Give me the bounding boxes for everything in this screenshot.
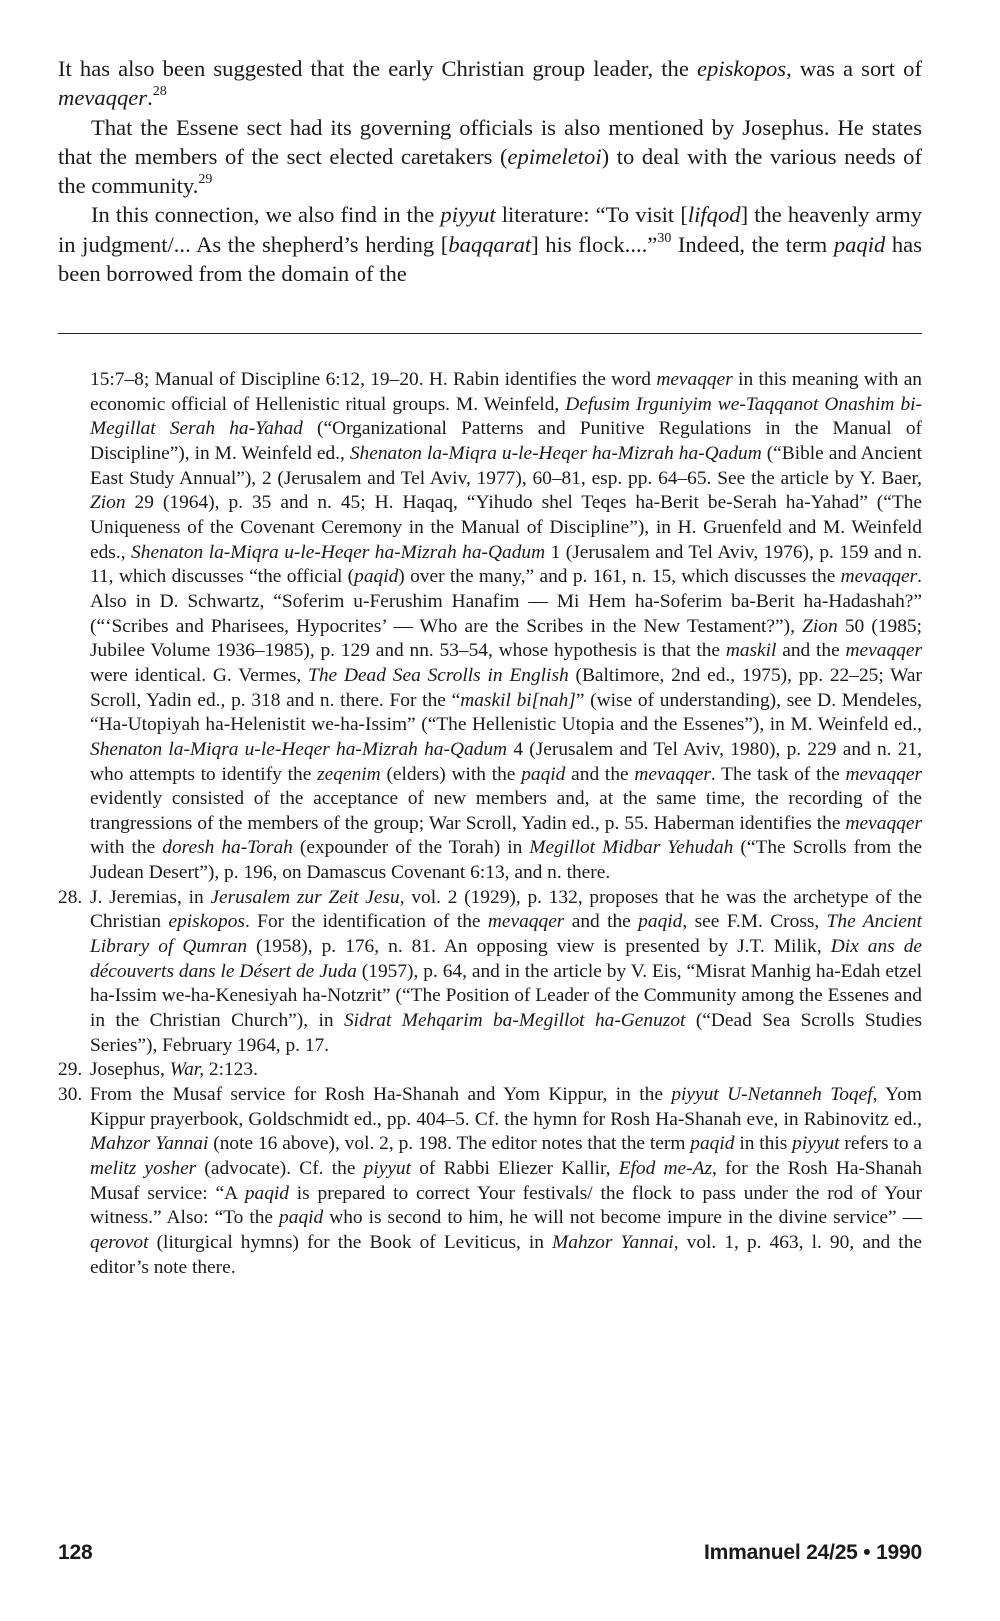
footnote-text <box>90 1084 922 1278</box>
footnote-ref-29[interactable]: 29 <box>198 172 213 188</box>
text-run: and the <box>564 911 639 933</box>
italic-term: piyyut <box>440 202 496 228</box>
italic-term: paqid <box>521 763 566 785</box>
paragraph-3 <box>58 200 922 288</box>
text-run: 29 (1964), p. 35 and n. 45; H. Haqaq, “Yihudo shel Teqes ha-Berit be-Serah ha-Yahad” (“The Uniqueness of the Covenant Ceremony in the Manual of Discipline”), in H. Gruenfeld and M. Weinfeld eds., <box>90 492 922 563</box>
italic-term: qerovot <box>90 1231 149 1253</box>
italic-term: maskil <box>725 640 777 662</box>
text-run: ] the heavenly army in judgment/... As the shepherd’s herding [ <box>58 202 922 257</box>
text-run: with the <box>90 837 163 859</box>
text-run: , see F.M. Cross, <box>682 911 827 933</box>
text-run: , was a sort of <box>786 56 922 81</box>
italic-term: Shenaton la-Miqra u-le-Heqer ha-Mizrah ha-Qadum <box>90 738 508 760</box>
text-run: who is second to him, he will not become impure in the divine service” — <box>323 1207 923 1229</box>
text-run: Josephus, <box>90 1059 170 1081</box>
italic-term: The Ancient Library of Qumran <box>90 911 922 958</box>
italic-term: doresh ha-Torah <box>162 837 293 859</box>
text-run: (expounder of the Torah) in <box>292 837 530 859</box>
footnote-text <box>90 1059 258 1080</box>
italic-term: paqid <box>638 911 683 933</box>
italic-term: epimeletoi <box>507 143 602 169</box>
italic-term: episkopos <box>696 56 787 81</box>
italic-term: paqid <box>690 1133 735 1155</box>
italic-term: mevaqqer <box>840 566 918 588</box>
text-run: ) to deal with the various needs of the community. <box>58 143 922 199</box>
italic-term: mevaqqer <box>634 763 711 785</box>
text-run: (“Bible and Ancient East Study Annual”), 2 (Jerusalem and Tel Aviv, 1977), 60–81, esp. pp. 64–65. See the article by Y. Baer, <box>90 442 922 489</box>
text-run: (“The Scrolls from the Judean Desert”), p. 196, on Damascus Covenant 6:13, and n. there. <box>90 837 922 884</box>
text-run: . <box>147 85 153 111</box>
text-run: 4 (Jerusalem and Tel Aviv, 1980), p. 229 and n. 21, who attempts to identify the <box>90 738 922 785</box>
text-run: (liturgical hymns) for the Book of Leviticus, in <box>148 1231 553 1253</box>
main-text <box>58 54 922 288</box>
text-run: . The task of the <box>710 763 846 785</box>
text-run: It has also been suggested that the early Christian group leader, the <box>58 56 697 81</box>
text-run: evidently consisted of the acceptance of new members and, at the same time, the recording of the trangressions of the members of the group; War Scroll, Yadin ed., p. 55. Haberman identifies the <box>90 788 922 834</box>
journal-citation: Immanuel 24/25 • 1990 <box>704 1541 922 1564</box>
text-run: ] his flock....” <box>531 231 658 257</box>
italic-term: mevaqqer <box>656 369 733 390</box>
text-run: From the Musaf service for Rosh Ha-Shanah and Yom Kippur, in the <box>90 1084 672 1106</box>
italic-term: zeqenim <box>317 763 381 785</box>
italic-term: baqqarat <box>448 231 532 257</box>
text-run: has been borrowed from the domain of the <box>58 231 922 287</box>
italic-term: Sidrat Mehqarim ba-Megillot ha-Genuzot <box>343 1010 686 1032</box>
footnote-30 <box>58 1083 922 1280</box>
footnote-number: 29. <box>58 1059 83 1081</box>
text-run: (Baltimore, 2nd ed., 1975), pp. 22–25; War Scroll, Yadin ed., p. 318 and n. there. For the “ <box>90 664 922 711</box>
text-run: in this <box>734 1133 793 1155</box>
italic-term: mevaqqer <box>58 85 148 111</box>
text-run: ) over the many,” and p. 161, n. 15, which discusses the <box>398 566 841 588</box>
footnote-text <box>90 887 922 1056</box>
text-run: (“Dead Sea Scrolls Studies Series”), February 1964, p. 17. <box>90 1010 922 1056</box>
italic-term: paqid <box>244 1182 289 1204</box>
text-run: literature: “To visit [ <box>495 202 688 228</box>
italic-term: War, <box>169 1059 205 1081</box>
text-run: . Also in D. Schwartz, “Soferim u-Ferushim Hanafim — Mi Hem ha-Soferim ba-Berit ha-Hadashah?” (“‘Scribes and Pharisees, Hypocrites’ — Who are the Scribes in the New Testament?”), <box>90 566 922 637</box>
italic-term: Shenaton la-Miqra u-le-Heqer ha-Mizrah ha-Qadum <box>131 541 546 563</box>
italic-term: Zion <box>802 615 838 637</box>
italic-term: Mahzor Yannai <box>552 1231 674 1253</box>
text-run: Indeed, the term <box>671 231 834 257</box>
footnotes <box>58 368 922 1280</box>
italic-term: melitz yosher <box>90 1158 197 1179</box>
text-run: In this connection, we also find in the <box>91 202 441 228</box>
page-number: 128 <box>58 1541 93 1564</box>
text-run: (“Organizational Patterns and Punitive Regulations in the Manual of Discipline”), in M. Weinfeld ed., <box>90 418 922 464</box>
text-run: of Rabbi Eliezer Kallir, <box>411 1158 619 1179</box>
text-run: were identical. G. Vermes, <box>90 664 309 686</box>
footnote-ref-30[interactable]: 30 <box>657 230 672 246</box>
footnote-28 <box>58 886 922 1059</box>
text-run: is prepared to correct Your festivals/ the flock to pass under the rod of Your witness.” Also: “To the <box>90 1182 922 1229</box>
footnote-ref-28[interactable]: 28 <box>152 84 167 100</box>
footnote-29 <box>58 1058 922 1083</box>
text-run: and the <box>776 640 846 662</box>
paragraph-1 <box>58 54 922 113</box>
text-run: . For the identification of the <box>244 911 488 933</box>
text-run: 15:7–8; Manual of Discipline 6:12, 19–20. H. Rabin identifies the word <box>90 369 657 390</box>
text-run: ” (wise of understanding), see D. Mendeles, “Ha-Utopiyah ha-Helenistit we-ha-Issim” (“The Hellenistic Utopia and the Essenes”), in M. Weinfeld ed., <box>90 689 922 736</box>
italic-term: paqid <box>833 231 886 257</box>
italic-term: Defusim Irguniyim we-Taqqanot Onashim bi-Megillat Serah ha-Yahad <box>90 393 923 440</box>
text-run: (advocate). Cf. the <box>196 1158 364 1179</box>
italic-term: Megillot Midbar Yehudah <box>529 837 734 859</box>
italic-term: paqid <box>354 566 399 588</box>
text-run: , for the Rosh Ha-Shanah Musaf service: “A <box>90 1158 922 1204</box>
italic-term: piyyut <box>792 1133 840 1155</box>
text-run: in this meaning with an economic official of Hellenistic ritual groups. M. Weinfeld, <box>90 369 922 415</box>
italic-term: Shenaton la-Miqra u-le-Heqer ha-Mizrah ha-Qadum <box>349 442 762 464</box>
italic-term: paqid <box>279 1207 324 1229</box>
italic-term: episkopos <box>168 911 245 933</box>
paragraph-2 <box>58 113 922 201</box>
text-run: , vol. 1, p. 463, l. 90, and the editor’s note there. <box>90 1231 922 1278</box>
italic-term: Dix ans de découverts dans le Désert de Juda <box>90 936 923 982</box>
italic-term: piyyut <box>363 1158 412 1179</box>
footnote-continued <box>58 368 922 886</box>
text-run: 50 (1985; Jubilee Volume 1936–1985), p. 129 and nn. 53–54, whose hypothesis is that the <box>90 615 923 662</box>
text-run: J. Jeremias, in <box>90 886 211 908</box>
text-run: (note 16 above), vol. 2, p. 198. The editor notes that the term <box>208 1133 691 1155</box>
text-run: refers to a <box>839 1133 922 1155</box>
text-run: (elders) with the <box>380 763 522 785</box>
footnote-text <box>90 369 922 883</box>
text-run: (1958), p. 176, n. 81. An opposing view is presented by J.T. Milik, <box>247 936 831 958</box>
text-run: 1 (Jerusalem and Tel Aviv, 1976), p. 159 and n. 11, which discusses “the official ( <box>90 541 922 588</box>
italic-term: piyyut U-Netanneh Toqef <box>671 1084 873 1106</box>
text-run: , Yom Kippur prayerbook, Goldschmidt ed., pp. 404–5. Cf. the hymn for Rosh Ha-Shanah eve, in Rabinovitz ed., <box>90 1084 922 1130</box>
italic-term: The Dead Sea Scrolls in English <box>308 664 569 686</box>
text-run: and the <box>565 763 635 785</box>
footnote-divider <box>58 333 922 334</box>
italic-term: mevaqqer <box>845 812 922 834</box>
text-run: That the Essene sect had its governing officials is also mentioned by Josephus. He states that the members of the sect elected caretakers ( <box>58 114 922 169</box>
text-run: , vol. 2 (1929), p. 132, proposes that he was the archetype of the Christian <box>90 886 922 933</box>
italic-term: lifqod <box>687 202 741 228</box>
italic-term: maskil bi[nah] <box>460 689 576 711</box>
italic-term: Jerusalem zur Zeit Jesu <box>210 886 400 908</box>
footnote-number: 28. <box>58 886 83 908</box>
text-run: 2:123. <box>204 1059 258 1081</box>
italic-term: mevaqqer <box>487 911 565 933</box>
footnote-number: 30. <box>58 1084 83 1106</box>
italic-term: mevaqqer <box>845 640 922 662</box>
italic-term: mevaqqer <box>845 763 922 785</box>
italic-term: Efod me-Az <box>618 1158 712 1179</box>
italic-term: Mahzor Yannai <box>90 1133 209 1155</box>
italic-term: Zion <box>90 492 126 514</box>
text-run: (1957), p. 64, and in the article by V. Eis, “Misrat Manhig ha-Edah etzel ha-Issim we-ha-Kenesiyah ha-Notzrit” (“The Position of Leader of the Community among the Essenes and in the Christian Church”), in <box>90 960 922 1032</box>
